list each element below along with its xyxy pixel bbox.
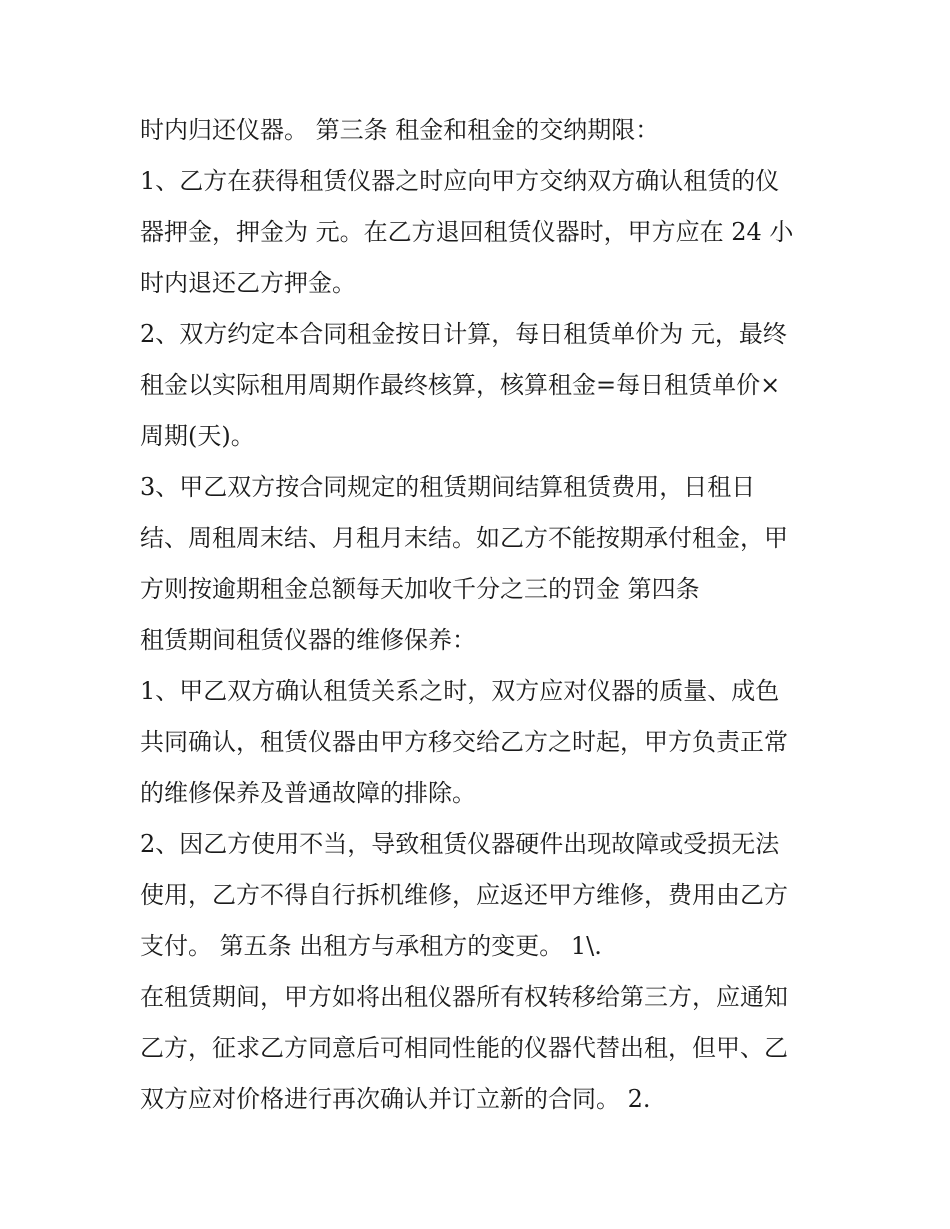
- text-line: 时内退还乙方押金。: [140, 269, 356, 297]
- text-line: 结、周租周末结、月租月末结。如乙方不能按期承付租金，甲: [140, 524, 788, 552]
- text-line: 使用，乙方不得自行拆机维修，应返还甲方维修，费用由乙方: [140, 881, 788, 909]
- text-line: 在租赁期间，甲方如将出租仪器所有权转移给第三方，应通知: [140, 983, 788, 1011]
- text-line: 器押金，押金为 元。在乙方退回租赁仪器时，甲方应在 24 小: [140, 218, 794, 246]
- text-line: 3、甲乙双方按合同规定的租赁期间结算租赁费用，日租日: [140, 473, 756, 501]
- contract-text: [140, 108, 830, 1128]
- text-line: 周期(天)。: [140, 422, 255, 450]
- text-line: 的维修保养及普通故障的排除。: [140, 779, 476, 807]
- text-line: 2、双方约定本合同租金按日计算，每日租赁单价为 元，最终: [140, 320, 787, 348]
- text-line: 1、乙方在获得租赁仪器之时应向甲方交纳双方确认租赁的仪: [140, 167, 780, 195]
- text-line: 支付。 第五条 出租方与承租方的变更。 1\.: [140, 932, 602, 960]
- text-line: 租金以实际租用周期作最终核算，核算租金=每日租赁单价×: [140, 371, 781, 399]
- text-line: 租赁期间租赁仪器的维修保养：: [140, 626, 476, 654]
- text-line: 乙方，征求乙方同意后可相同性能的仪器代替出租，但甲、乙: [140, 1034, 788, 1062]
- text-line: 共同确认，租赁仪器由甲方移交给乙方之时起，甲方负责正常: [140, 728, 788, 756]
- text-line: 时内归还仪器。 第三条 租金和租金的交纳期限：: [140, 116, 660, 144]
- text-line: 方则按逾期租金总额每天加收千分之三的罚金 第四条: [140, 575, 700, 603]
- text-line: 双方应对价格进行再次确认并订立新的合同。 2.: [140, 1085, 651, 1113]
- text-line: 2、因乙方使用不当，导致租赁仪器硬件出现故障或受损无法: [140, 830, 780, 858]
- text-line: 1、甲乙双方确认租赁关系之时，双方应对仪器的质量、成色: [140, 677, 780, 705]
